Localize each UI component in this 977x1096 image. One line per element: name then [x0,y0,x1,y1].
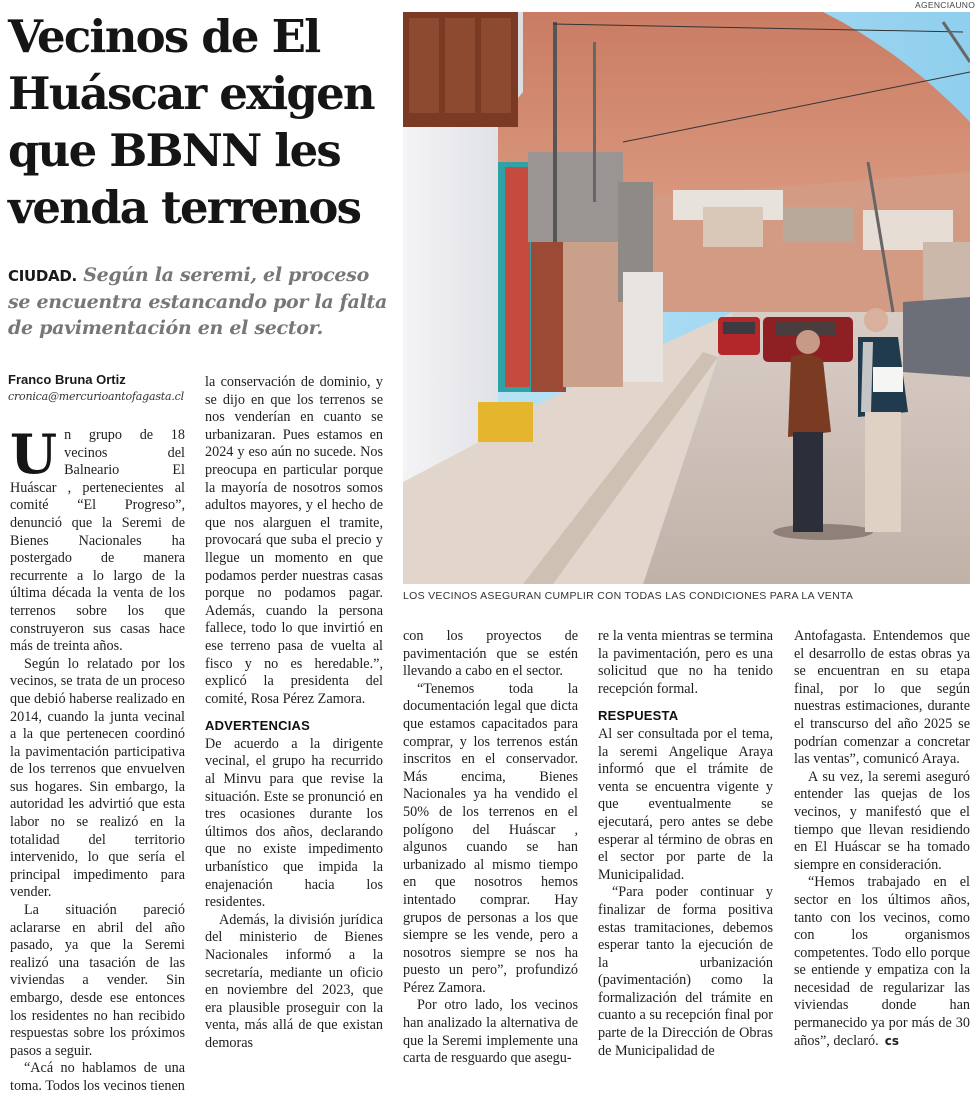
byline [8,372,198,403]
deck-text: Según la seremi, el proceso se encuentra estancando por la falta de pavimentación en el sector. [8,264,387,339]
article-paragraph: La situación pareció aclararse en abril del año pasado, ya que la Seremi realizó una tasación de las viviendas a vender. Sin embargo, desde ese entonces los residentes no han recibido respuestas sobre los próximos pasos a seguir. [10,902,185,1059]
article-paragraph: Al ser consultada por el tema, la seremi Angelique Araya informó que el trámite de venta se encuentra vigente y que eventualmente se ejecutará, pero antes se debe esperar al término de obras en el sector por parte de la Municipalidad. [598,725,773,883]
article-paragraph: “Acá no hablamos de una toma. Todos los vecinos tienen [10,1060,185,1094]
drop-cap: U [10,422,58,486]
street-scene-image [403,12,970,584]
article-column-5 [794,628,970,1050]
article-paragraph: “Hemos trabajado en el sector en los últimos años, tanto con los vecinos, como con los organismos competentes. Todo ello porque se entiende y empatiza con la necesidad de regularizar las viviendas donde han permanecido ya por más de 30 años”, declaró. cs [794,874,970,1049]
photo-credit: AGENCIAUNO [915,0,976,10]
article-column-3 [403,628,578,1068]
article-paragraph: “Para poder continuar y finalizar de forma positiva estas tramitaciones, debemos esperar tanto la ejecución de la urbanización (pavimentación) como la formalización del trámite en cuanto a su recepción final por parte de la Dirección de Obras de Municipalidad de [598,884,773,1059]
article-photo [403,12,970,584]
article-paragraph: con los proyectos de pavimentación que se estén llevando a cabo en el sector. [403,628,578,680]
article-paragraph: A su vez, la seremi aseguró entender las quejas de los vecinos, y manifestó que el tiempo que llevan residiendo en El Huáscar se ha tomado siempre en consideración. [794,768,970,873]
subheading-advertencias: ADVERTENCIAS [205,718,310,734]
article-paragraph: Un grupo de 18 vecinos del Balneario El Huáscar , pertenecientes al comité “El Progreso”, denunció que la Seremi de Bienes Nacionales ha postergado de manera recurrente a lo largo de la última década la venta de los terrenos sobre los que construyeron sus casas hace más de treinta años. [10,422,185,655]
end-mark: cs [884,1033,899,1048]
deck [8,262,388,341]
byline-email[interactable]: cronica@mercurioantofagasta.cl [8,390,184,403]
headline: Vecinos de El Huáscar exigen que BBNN les venda terrenos [8,10,374,234]
byline-author: Franco Bruna Ortiz [8,372,126,387]
subheading-respuesta: RESPUESTA [598,708,679,724]
article-paragraph: Por otro lado, los vecinos han analizado la alternativa de que la Seremi implemente una carta de resguardo que asegu- [403,997,578,1067]
photo-caption: LOS VECINOS ASEGURAN CUMPLIR CON TODAS LAS CONDICIONES PARA LA VENTA [403,590,854,602]
article-column-1 [10,422,185,1096]
article-column-2 [205,374,383,1053]
article-column-4 [598,628,773,1060]
article-paragraph: Según lo relatado por los vecinos, se trata de un proceso que debió haberse realizado en 2014, cuando la junta vecinal a la que pertenecen coordinó la pavimentación participativa de los terrenos que envuelven sus hogares. Sin embargo, la autoridad les advirtió que esta labor no se realizó en la totalidad del territorio intervenido, lo que sería el principal impedimento para vender. [10,655,185,901]
article-paragraph: Antofagasta. Entendemos que el desarrollo de estas obras ya se encuentran en su etapa final, por lo que según nuestras estimaciones, durante el transcurso del año 2025 se podrían comenzar a concretar las ventas”, comunicó Araya. [794,628,970,768]
article-paragraph: De acuerdo a la dirigente vecinal, el grupo ha recurrido al Minvu para que revise la situación. Este se pronunció en tres ocasiones durante los últimos dos años, declarando que no existe impedimento urbanístico que impida la enajenación hacia los residentes. [205,735,383,911]
article-paragraph: Además, la división jurídica del ministerio de Bienes Nacionales informó a la secretaría, mediante un oficio en noviembre del 2023, que era plausible proseguir con la venta, más allá de que existan demoras [205,911,383,1051]
article-paragraph: re la venta mientras se termina la pavimentación, pero es una solicitud que no ha tenido recepción formal. [598,628,773,697]
article-paragraph: la conservación de dominio, y se dijo en que los terrenos se nos venderían en cuanto se urbanizaran. Pues estamos en 2024 y eso aún no sucede. Nos preocupa en particular porque la mayoría de nosotros somos adultos mayores, y el hecho de que nos alarguen el tramite, provocará que suba el precio y llegue un momento en que podamos perder nuestras casas porque no podamos pagar. Además, cuando la persona fallece, todo lo que invirtió en ese terreno pasa de vuelta al fisco y no es heredable.”, explicó la presidenta del comité, Rosa Pérez Zamora. [205,374,383,707]
deck-section-label: CIUDAD. [8,267,77,285]
article-paragraph: “Tenemos toda la documentación legal que dicta que estamos capacitados para comprar, y los terrenos están inscritos en el conservador. Más encima, Bienes Nacionales ya ha vendido el 50% de los terrenos en el polígono del Huáscar , algunos cuando se han urbanizado al mismo tiempo en que nosotros hemos intentado comprar. Hay grupos de personas a los que siempre se les vende, pero a nosotros siempre se nos ha puesto un pero”, profundizó Pérez Zamora. [403,680,578,996]
